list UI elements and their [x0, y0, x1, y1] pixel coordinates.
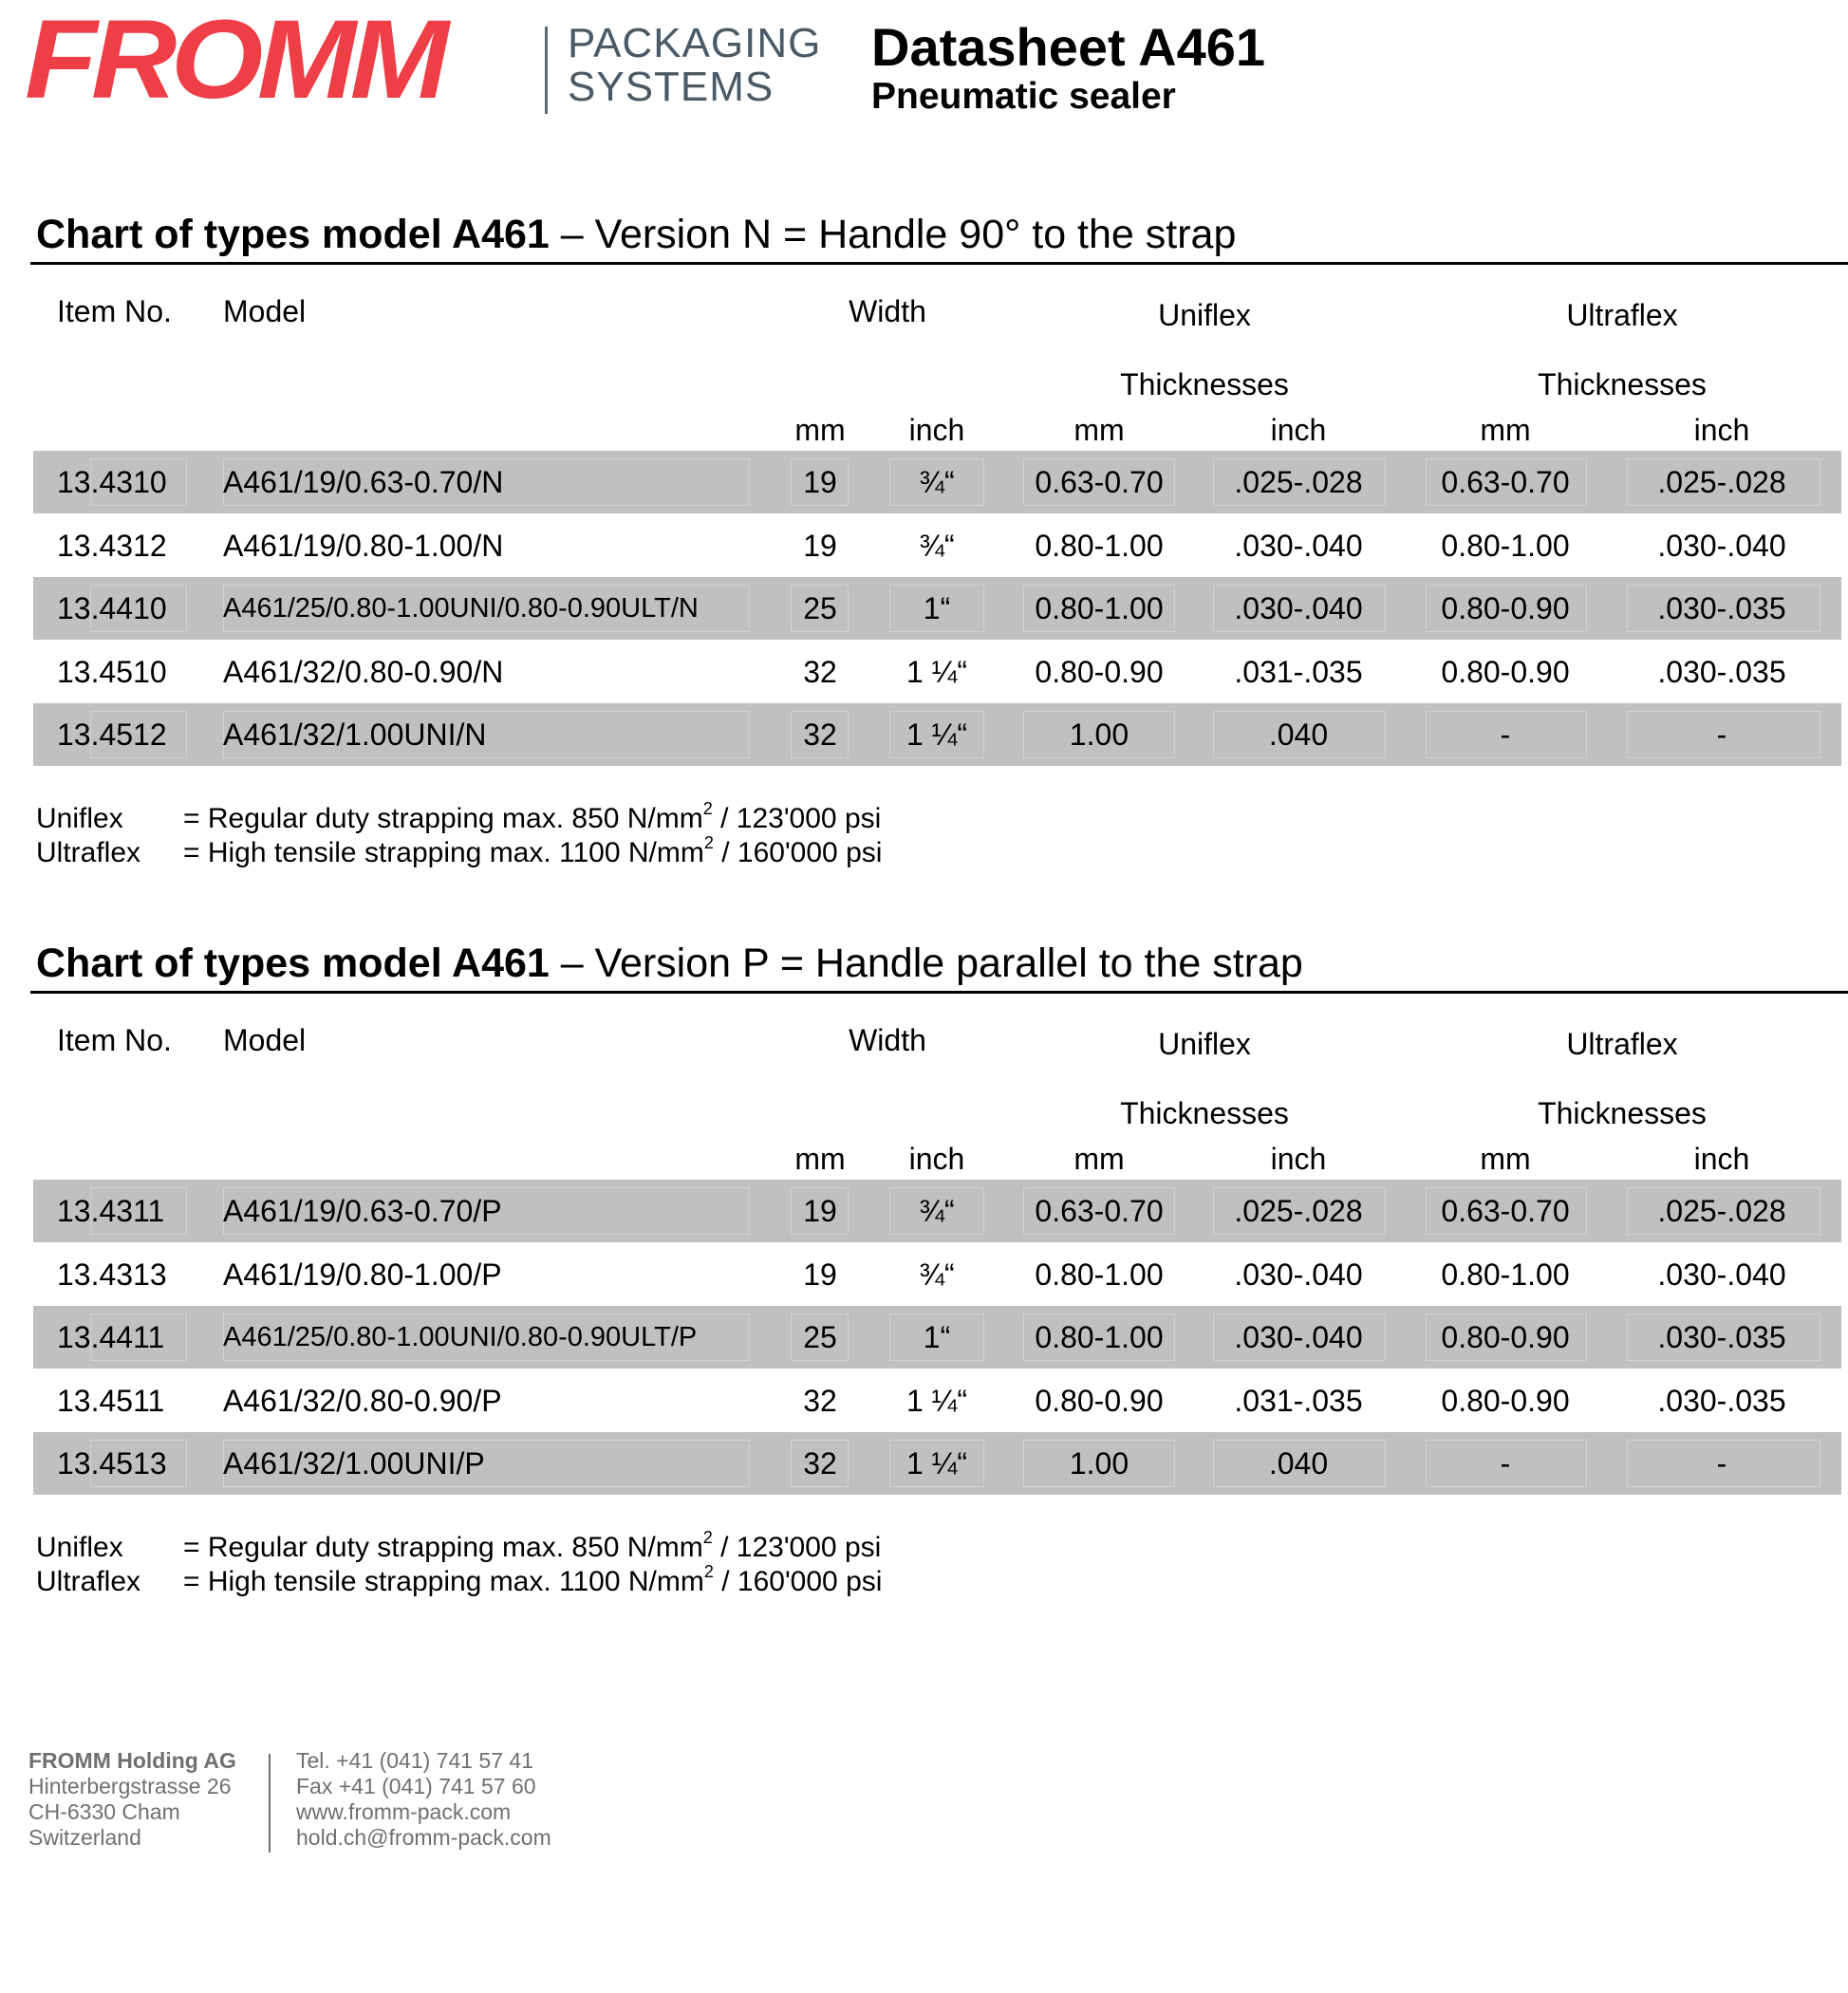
cell-model: A461/32/1.00UNI/P: [223, 1446, 485, 1481]
cell-ult-mm: 0.80-1.00: [1441, 1257, 1570, 1292]
col-header-uniflex: Uniflex: [1158, 298, 1251, 332]
logo-packaging-text: PACKAGING: [568, 20, 822, 66]
cell-model: A461/19/0.80-1.00/P: [223, 1257, 502, 1292]
cell-width-inch: 1 ¼“: [905, 1446, 968, 1481]
note-uniflex-text: = Regular duty strapping max. 850 N/mm: [183, 803, 703, 834]
footer-city: CH-6330 Cham: [28, 1799, 180, 1824]
cell-width-mm: 32: [803, 655, 837, 689]
cell-width-mm: 25: [803, 1320, 837, 1354]
cell-width-mm: 19: [803, 529, 837, 563]
col-header-item-no: Item No.: [57, 1023, 172, 1057]
table-row: [33, 1306, 1841, 1369]
note-uniflex-psi: / 123'000 psi: [712, 803, 882, 834]
cell-model: A461/32/1.00UNI/N: [223, 717, 487, 752]
logo-divider: [545, 27, 548, 114]
logo-systems-text: SYSTEMS: [568, 64, 775, 110]
section-title: [36, 214, 1236, 255]
cell-ult-mm: 0.80-1.00: [1441, 529, 1570, 563]
cell-width-inch: 1“: [923, 591, 951, 625]
cell-uni-mm: 1.00: [1069, 717, 1129, 752]
cell-uni-inch: .025-.028: [1234, 1194, 1363, 1228]
datasheet-subtitle: Pneumatic sealer: [871, 76, 1176, 117]
cell-uni-inch: .030-.040: [1234, 1320, 1363, 1354]
cell-ult-inch: .030-.040: [1657, 1257, 1786, 1292]
col-header-width-inch-unit: inch: [908, 413, 965, 447]
cell-ult-inch: .030-.035: [1657, 1384, 1786, 1418]
footer-street: Hinterbergstrasse 26: [28, 1774, 232, 1798]
note-ultraflex-psi: / 160'000 psi: [713, 837, 883, 868]
cell-uni-inch: .030-.040: [1234, 529, 1363, 563]
cell-uni-inch: .040: [1268, 1446, 1329, 1481]
cell-width-mm: 19: [803, 465, 837, 499]
cell-uni-inch: .030-.040: [1234, 1257, 1363, 1292]
cell-width-inch: 1 ¼“: [905, 717, 968, 752]
cell-uni-inch: .031-.035: [1234, 1384, 1363, 1418]
col-header-uni-inch-unit: inch: [1270, 1142, 1327, 1176]
cell-ult-inch: -: [1716, 717, 1727, 752]
note-uniflex: [36, 799, 882, 834]
datasheet-title: Datasheet A461: [871, 17, 1266, 77]
col-header-uniflex-thicknesses: Thicknesses: [1120, 367, 1289, 401]
section-title-version: – Version P = Handle parallel to the strap: [549, 941, 1303, 986]
note-ultraflex-label: Ultraflex: [36, 837, 141, 868]
col-header-width-mm-unit: mm: [794, 1142, 846, 1176]
cell-ult-mm: -: [1500, 717, 1511, 752]
col-header-ult-inch-unit: inch: [1693, 413, 1750, 447]
cell-uni-mm: 0.80-1.00: [1035, 529, 1164, 563]
footer-email-link[interactable]: hold.ch@fromm-pack.com: [296, 1825, 551, 1850]
cell-ult-inch: .030-.040: [1657, 529, 1786, 563]
cell-uni-mm: 0.63-0.70: [1035, 465, 1164, 499]
cell-width-inch: ¾“: [919, 465, 955, 499]
note-ultraflex-text: = High tensile strapping max. 1100 N/mm: [183, 1566, 704, 1597]
cell-ult-inch: .030-.035: [1657, 655, 1786, 689]
cell-width-mm: 32: [803, 1384, 837, 1418]
section-title-version: – Version N = Handle 90° to the strap: [549, 212, 1237, 257]
cell-item-no: 13.4310: [57, 465, 167, 499]
col-header-model: Model: [223, 294, 307, 328]
note-uniflex-label: Uniflex: [36, 803, 123, 834]
table-row: [33, 641, 1841, 703]
cell-ult-mm: 0.80-0.90: [1441, 655, 1570, 689]
col-header-ultraflex-thicknesses: Thicknesses: [1538, 367, 1707, 401]
footer-divider: [269, 1754, 271, 1853]
cell-uni-mm: 0.80-1.00: [1035, 1257, 1164, 1292]
cell-width-mm: 32: [803, 1446, 837, 1481]
cell-item-no: 13.4410: [57, 591, 167, 625]
cell-width-inch: ¾“: [919, 1194, 955, 1228]
cell-width-inch: 1“: [923, 1320, 951, 1354]
col-header-width-mm-unit: mm: [794, 413, 846, 447]
cell-uni-inch: .025-.028: [1234, 465, 1363, 499]
table-row: [33, 1432, 1841, 1495]
section-rule: [30, 991, 1848, 994]
cell-width-mm: 32: [803, 717, 837, 752]
table-row: [33, 1180, 1841, 1242]
cell-item-no: 13.4411: [57, 1320, 165, 1354]
table-row: [33, 1243, 1841, 1306]
section-title-bold: Chart of types model A461: [36, 212, 550, 257]
cell-width-inch: 1 ¼“: [905, 1384, 968, 1418]
table-row: [33, 451, 1841, 513]
col-header-uniflex-thicknesses: Thicknesses: [1120, 1096, 1289, 1130]
cell-width-inch: ¾“: [919, 529, 955, 563]
note-ultraflex-label: Ultraflex: [36, 1566, 141, 1597]
section-title: [36, 943, 1303, 984]
superscript: 2: [703, 1562, 714, 1581]
col-header-ult-mm-unit: mm: [1480, 413, 1531, 447]
col-header-width-inch-unit: inch: [908, 1142, 965, 1176]
note-uniflex: [36, 1528, 882, 1563]
cell-ult-mm: 0.80-0.90: [1441, 1320, 1570, 1354]
cell-width-mm: 19: [803, 1194, 837, 1228]
col-header-width: Width: [849, 1023, 926, 1057]
cell-ult-inch: -: [1716, 1446, 1727, 1481]
col-header-ultraflex: Ultraflex: [1566, 1027, 1678, 1061]
section-title-bold: Chart of types model A461: [36, 941, 550, 986]
col-header-ultraflex: Ultraflex: [1566, 298, 1678, 332]
footer-tel: Tel. +41 (041) 741 57 41: [296, 1748, 533, 1773]
cell-item-no: 13.4311: [57, 1194, 165, 1228]
table-row: [33, 514, 1841, 577]
cell-uni-inch: .040: [1268, 717, 1329, 752]
cell-ult-inch: .030-.035: [1657, 591, 1786, 625]
cell-item-no: 13.4313: [57, 1257, 167, 1292]
cell-ult-mm: 0.80-0.90: [1441, 591, 1570, 625]
col-header-ult-mm-unit: mm: [1480, 1142, 1531, 1176]
table-row: [33, 577, 1841, 640]
col-header-ultraflex-thicknesses: Thicknesses: [1538, 1096, 1707, 1130]
section-rule: [30, 262, 1848, 265]
cell-item-no: 13.4513: [57, 1446, 167, 1481]
cell-ult-inch: .025-.028: [1657, 1194, 1786, 1228]
cell-model: A461/19/0.63-0.70/N: [223, 465, 504, 499]
col-header-ult-inch-unit: inch: [1693, 1142, 1750, 1176]
note-ultraflex-text: = High tensile strapping max. 1100 N/mm: [183, 837, 704, 868]
superscript: 2: [703, 833, 714, 852]
cell-item-no: 13.4312: [57, 529, 167, 563]
cell-model: A461/25/0.80-1.00UNI/0.80-0.90ULT/N: [223, 593, 699, 624]
note-uniflex-label: Uniflex: [36, 1532, 123, 1563]
fromm-logo: FROMM: [25, 0, 443, 122]
cell-width-mm: 25: [803, 591, 837, 625]
footer-address: [28, 1748, 236, 1851]
footer-fax: Fax +41 (041) 741 57 60: [296, 1774, 536, 1798]
cell-uni-mm: 0.80-0.90: [1035, 655, 1164, 689]
col-header-uni-inch-unit: inch: [1270, 413, 1327, 447]
cell-uni-mm: 1.00: [1069, 1446, 1129, 1481]
cell-uni-mm: 0.80-0.90: [1035, 1384, 1164, 1418]
note-ultraflex-psi: / 160'000 psi: [713, 1566, 883, 1597]
note-ultraflex: [36, 1562, 883, 1597]
cell-ult-mm: 0.80-0.90: [1441, 1384, 1570, 1418]
footer-company: FROMM Holding AG: [28, 1748, 236, 1773]
cell-ult-mm: -: [1500, 1446, 1511, 1481]
cell-width-mm: 19: [803, 1257, 837, 1292]
cell-model: A461/25/0.80-1.00UNI/0.80-0.90ULT/P: [223, 1322, 698, 1352]
cell-width-inch: 1 ¼“: [905, 655, 968, 689]
cell-uni-mm: 0.63-0.70: [1035, 1194, 1164, 1228]
cell-uni-inch: .031-.035: [1234, 655, 1363, 689]
superscript: 2: [702, 1528, 713, 1547]
cell-item-no: 13.4512: [57, 717, 167, 752]
footer-contact: [296, 1748, 551, 1851]
cell-item-no: 13.4511: [57, 1384, 165, 1418]
col-header-item-no: Item No.: [57, 294, 172, 328]
cell-uni-mm: 0.80-1.00: [1035, 591, 1164, 625]
col-header-uni-mm-unit: mm: [1073, 413, 1125, 447]
footer-web-link[interactable]: www.fromm-pack.com: [296, 1799, 512, 1824]
cell-model: A461/19/0.80-1.00/N: [223, 529, 504, 563]
col-header-uniflex: Uniflex: [1158, 1027, 1251, 1061]
col-header-model: Model: [223, 1023, 307, 1057]
superscript: 2: [702, 799, 713, 818]
cell-ult-mm: 0.63-0.70: [1441, 465, 1570, 499]
cell-ult-inch: .030-.035: [1657, 1320, 1786, 1354]
note-ultraflex: [36, 833, 883, 868]
table-row: [33, 1369, 1841, 1432]
note-uniflex-psi: / 123'000 psi: [712, 1532, 882, 1563]
cell-item-no: 13.4510: [57, 655, 167, 689]
cell-uni-inch: .030-.040: [1234, 591, 1363, 625]
col-header-width: Width: [849, 294, 926, 328]
footer-country: Switzerland: [28, 1825, 141, 1850]
cell-model: A461/32/0.80-0.90/P: [223, 1384, 502, 1418]
cell-ult-inch: .025-.028: [1657, 465, 1786, 499]
cell-model: A461/32/0.80-0.90/N: [223, 655, 504, 689]
note-uniflex-text: = Regular duty strapping max. 850 N/mm: [183, 1532, 703, 1563]
col-header-uni-mm-unit: mm: [1073, 1142, 1125, 1176]
table-row: [33, 703, 1841, 766]
cell-uni-mm: 0.80-1.00: [1035, 1320, 1164, 1354]
cell-width-inch: ¾“: [919, 1257, 955, 1292]
cell-model: A461/19/0.63-0.70/P: [223, 1194, 502, 1228]
cell-ult-mm: 0.63-0.70: [1441, 1194, 1570, 1228]
